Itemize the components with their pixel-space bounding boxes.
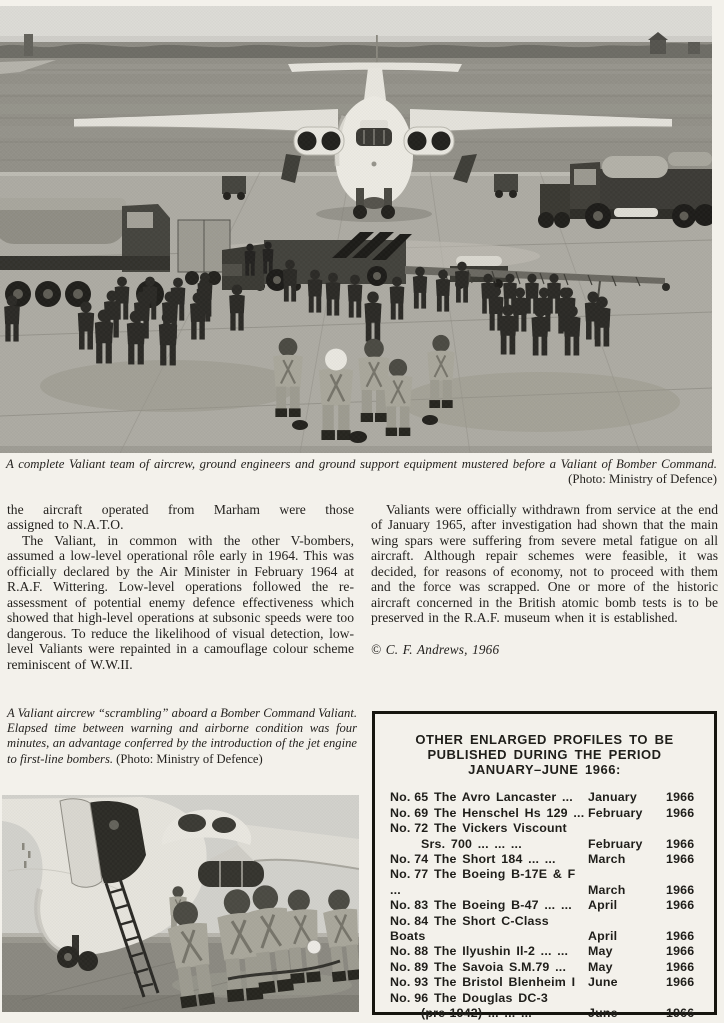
body-paragraph: Valiants were officially withdrawn from service at the end of January 1965, after investigation had shown that the main wing spars were suffering from severe metal fatigue on all aircraft. Although repair schemes were feasible, it was decided, for reasons of economy, not to proceed with them and the force was scrapped. One or more of the historic aircraft concerned in the British atomic bomb tests is to be preserved in the R.A.F. museum when it is established. [371, 502, 718, 626]
title-line: PUBLISHED DURING THE PERIOD [427, 746, 662, 762]
farm-building [650, 40, 666, 54]
profile-title [390, 960, 588, 975]
serial-markings [24, 861, 27, 868]
profile-year: 1966 [666, 1006, 695, 1021]
profile-title [390, 867, 588, 898]
profile-row [390, 944, 702, 959]
profile-row [390, 821, 702, 852]
body-paragraph [7, 502, 354, 533]
profile-row [390, 806, 702, 821]
scramble-photo [2, 795, 359, 1012]
profiles-box-title [375, 733, 714, 777]
profile-title [390, 852, 588, 867]
profile-row [390, 867, 702, 898]
profile-month: April [588, 898, 618, 913]
profile-name: The Boeing B-47 ... ... [434, 898, 572, 913]
profile-name: The Short 184 ... ... [434, 852, 556, 867]
photo-credit: (Photo: Ministry of Defence) [568, 471, 717, 486]
profile-title [390, 975, 588, 990]
profile-number: No. 84 [390, 913, 429, 928]
profile-number: No. 69 [390, 805, 429, 820]
kit-bag [349, 431, 367, 443]
profile-month: May [588, 959, 613, 974]
profile-year: 1966 [666, 898, 695, 913]
profile-month: January [588, 790, 637, 805]
white-helmet [307, 940, 321, 954]
profile-name: The Henschel Hs 129 ... [434, 805, 585, 820]
profile-name-line2: (pre-1942) ... ... ... [421, 1006, 532, 1021]
top-photo-caption [6, 457, 717, 487]
profile-month: June [588, 975, 618, 990]
profile-row [390, 898, 702, 913]
profile-number: No. 72 [390, 821, 429, 836]
profile-name: The Vickers Viscount [434, 821, 567, 836]
profile-number: No. 89 [390, 959, 429, 974]
profile-month: February [588, 836, 643, 851]
water-tower [24, 34, 33, 56]
fin-antenna [376, 35, 378, 65]
profile-month: February [588, 805, 643, 820]
kit-bag [422, 415, 438, 425]
profile-year: 1966 [666, 836, 695, 851]
profile-name: The Savoia S.M.79 ... [434, 959, 567, 974]
profile-year: 1966 [666, 944, 695, 959]
profiles-box [372, 711, 717, 1021]
body-line: assigned to N.A.T.O. [7, 517, 124, 533]
profile-year: 1966 [666, 975, 695, 990]
profile-name: The Boeing B-17E & F ... [390, 867, 576, 897]
profile-row [390, 914, 702, 945]
profile-number: No. 96 [390, 990, 429, 1005]
profile-row [390, 852, 702, 867]
body-paragraph: The Valiant, in common with the other V-bombers, assumed a low-level operational rôle early in 1964. This was officially declared by the Air Minister in February 1964 at R.A.F. Wittering. Low-level operations followed the re-assessment of potential enemy defence effectiveness which showed that high-level operations at subsonic speeds were too dangerous. To reduce the likelihood of visual detection, low-level Valiants were repainted in a camouflage colour scheme reminiscent of W.W.II. [7, 532, 354, 672]
profile-row [390, 790, 702, 805]
profile-row [390, 960, 702, 975]
profile-year: 1966 [666, 790, 695, 805]
valiant-scramble-scene [2, 795, 359, 1012]
profile-name: The Avro Lancaster ... [434, 790, 573, 805]
kit-bag [292, 420, 308, 430]
profile-number: No. 88 [390, 944, 429, 959]
caption-text: A Valiant aircrew “scrambling” aboard a Bomber Command Valiant. Elapsed time between warning and airborne condition was four minutes, an advantage conferred by the introduction of the jet engine to first-line bombers. [7, 706, 357, 766]
profile-number: No. 65 [390, 790, 429, 805]
caption-text: A complete Valiant team of aircrew, ground engineers and ground support equipment mustered before a Valiant of Bomber Command. [6, 457, 717, 471]
profile-title [390, 806, 588, 821]
profile-number: No. 77 [390, 867, 429, 882]
profile-number: No. 74 [390, 852, 429, 867]
title-line: OTHER ENLARGED PROFILES TO BE [415, 732, 674, 747]
profile-name-line2: Srs. 700 ... ... ... [421, 836, 522, 851]
photo-credit: (Photo: Ministry of Defence) [116, 751, 263, 766]
author-credit: © C. F. Andrews, 1966 [371, 641, 500, 657]
profile-month: March [588, 852, 626, 867]
scramble-photo-caption [7, 706, 357, 767]
top-photo [0, 6, 712, 453]
profile-name: The Short C-Class Boats [390, 913, 549, 944]
profile-year: 1966 [666, 805, 695, 820]
profile-month: April [588, 929, 618, 944]
profile-row [390, 975, 702, 990]
body-line: the aircraft operated from Marham were those [7, 502, 354, 517]
left-column [7, 502, 354, 672]
profile-year: 1966 [666, 852, 695, 867]
profile-name: The Ilyushin Il-2 ... ... [434, 944, 569, 959]
valiant-muster-scene [0, 6, 712, 453]
profile-title [390, 944, 588, 959]
right-column [371, 502, 718, 657]
profile-title [390, 821, 588, 852]
profiles-rows [390, 790, 702, 1021]
profile-number: No. 93 [390, 975, 429, 990]
profile-title [390, 914, 588, 945]
profile-month: March [588, 882, 626, 897]
profile-month: June [588, 1006, 618, 1021]
profile-title [390, 898, 588, 913]
profile-month: May [588, 944, 613, 959]
wet-patch [40, 360, 300, 412]
engine-intakes [198, 861, 264, 887]
title-line: JANUARY–JUNE 1966: [468, 761, 621, 777]
profile-name: The Bristol Blenheim I [434, 975, 576, 990]
profile-year: 1966 [666, 929, 695, 944]
profile-title [390, 790, 588, 805]
profile-number: No. 83 [390, 898, 429, 913]
profile-row [390, 991, 702, 1022]
profile-year: 1966 [666, 959, 695, 974]
profile-title [390, 991, 588, 1022]
profile-year: 1966 [666, 882, 695, 897]
profile-name: The Douglas DC-3 [434, 990, 548, 1005]
